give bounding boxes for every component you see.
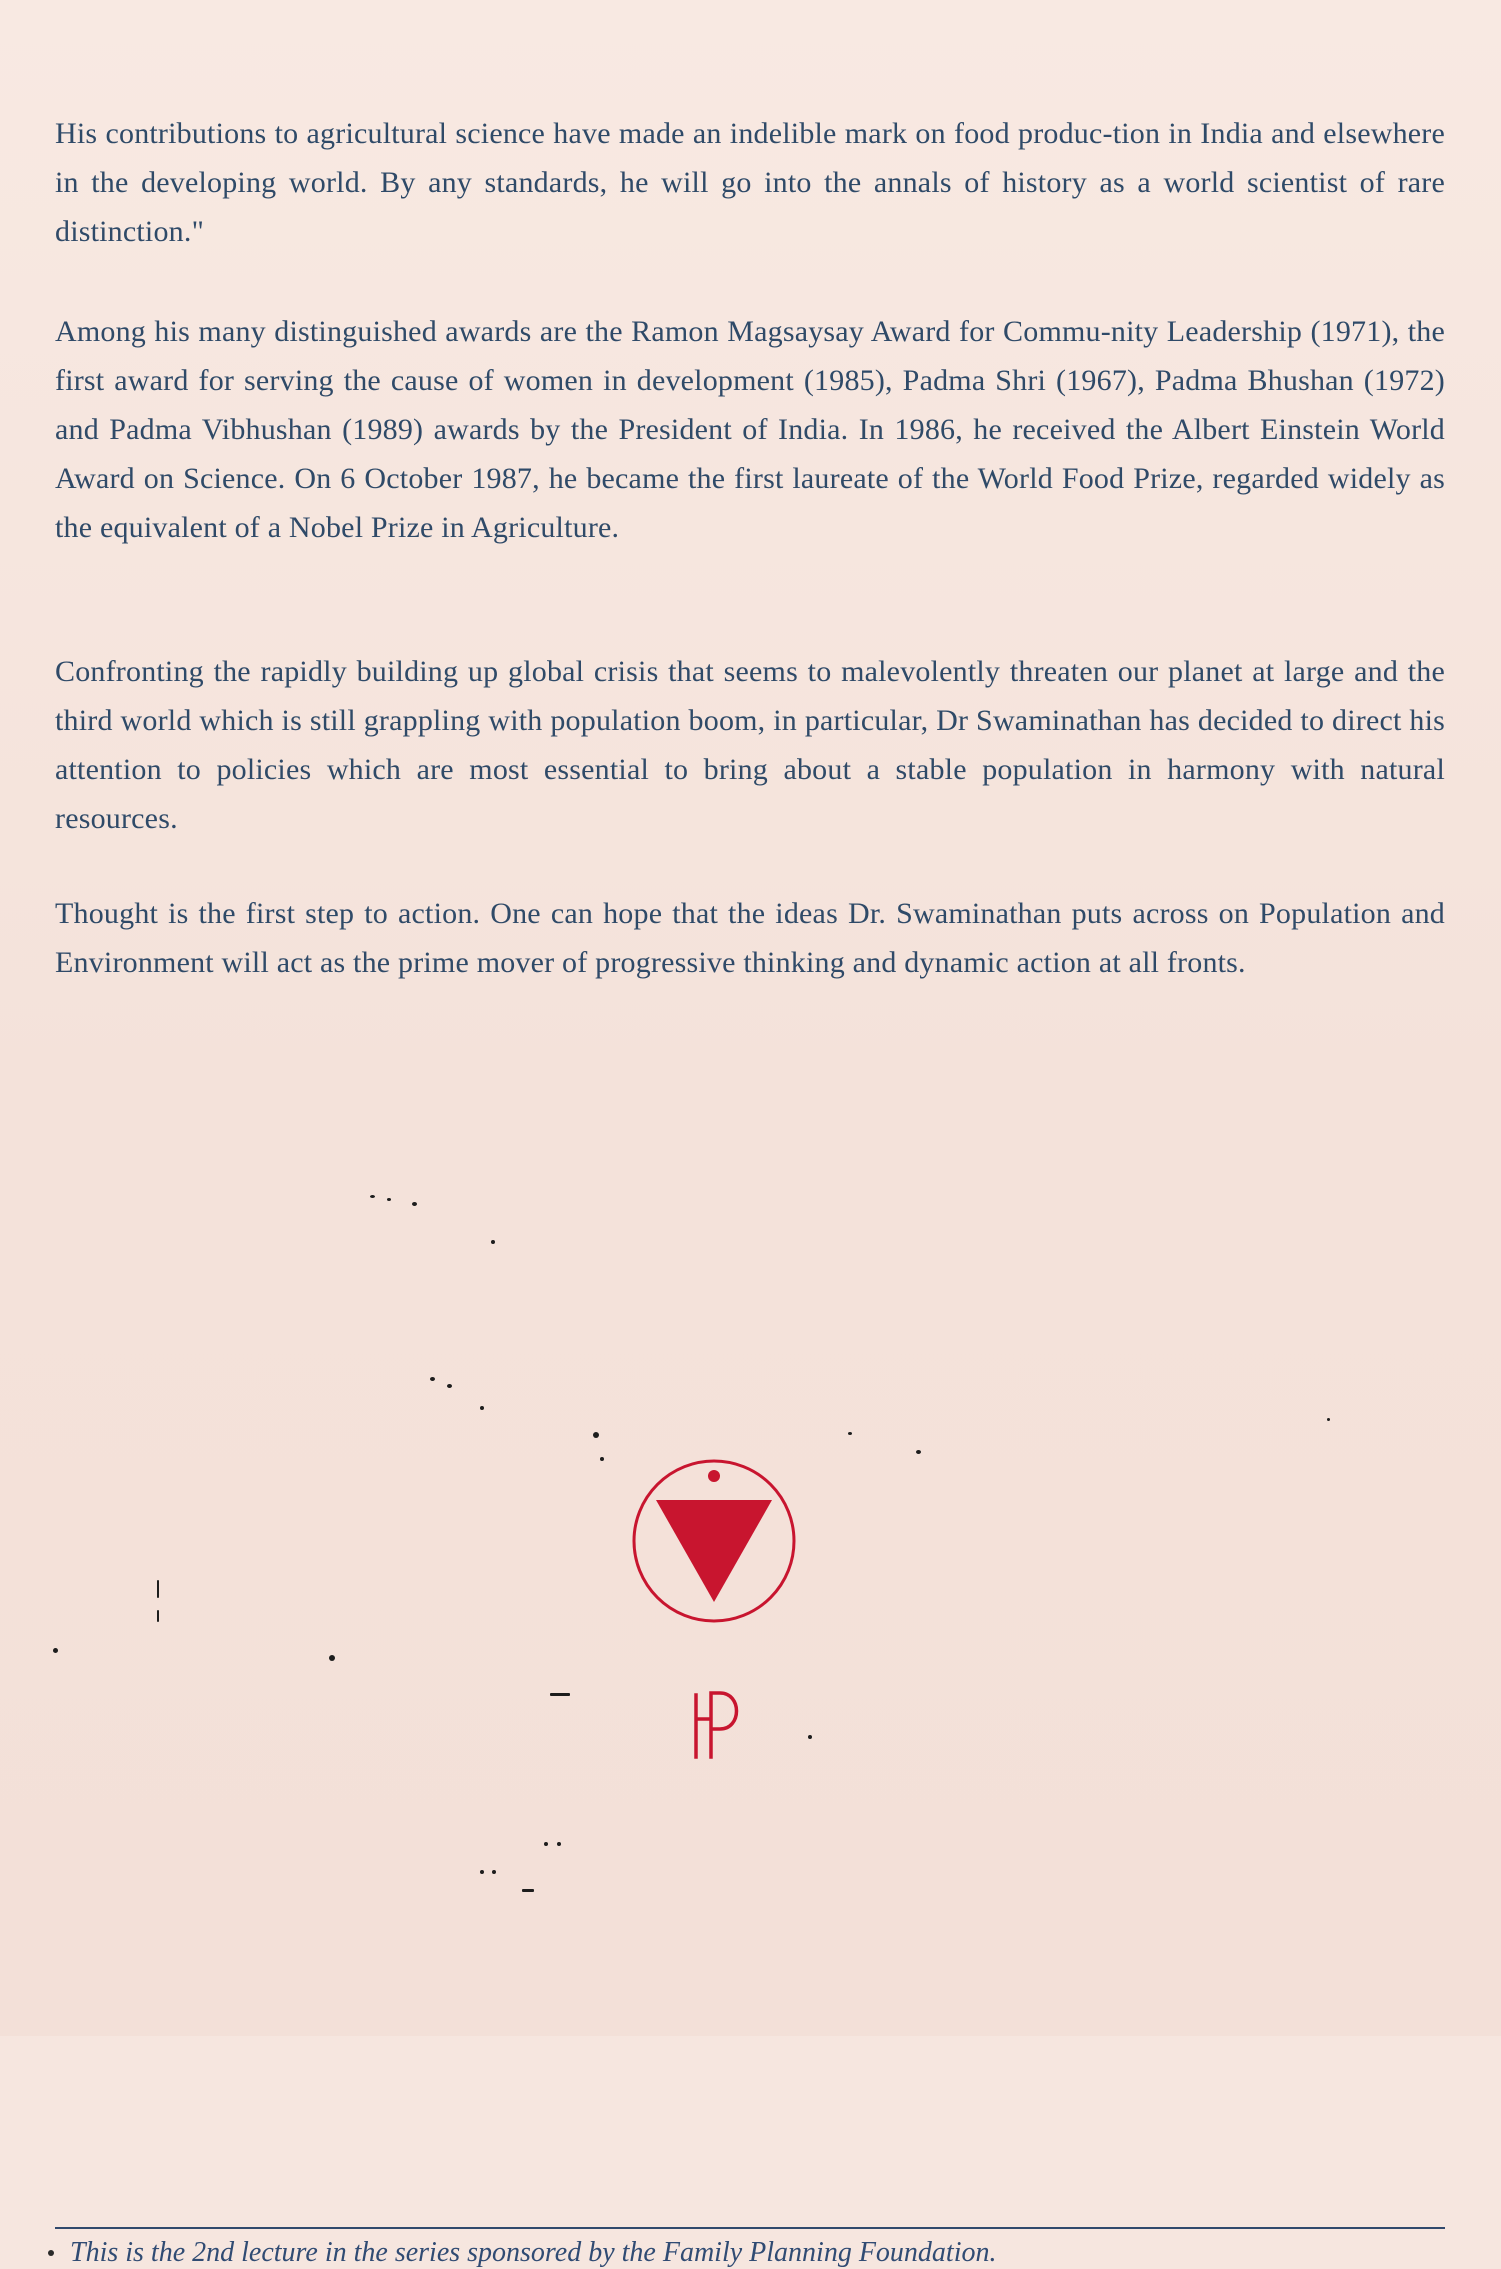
- scan-speck: [329, 1655, 335, 1661]
- scan-speck: [550, 1693, 570, 1696]
- paragraph-global-crisis: [55, 647, 1445, 843]
- scan-speck: [522, 1889, 534, 1892]
- scan-speck: [557, 1842, 561, 1846]
- paragraph-thought: [55, 889, 1445, 987]
- paragraph-contributions: [55, 109, 1445, 256]
- fp-mark: [690, 1683, 750, 1761]
- scan-speck: [491, 1240, 495, 1244]
- footer-note: This is the 2nd lecture in the series sponsored by the Family Planning Foundation.: [70, 2237, 997, 2268]
- scan-speck: [412, 1202, 417, 1206]
- scan-speck: [808, 1735, 812, 1739]
- paragraph-text: Confronting the rapidly building up global crisis that seems to malevolently threaten our planet at large and the third world which is still grappling with population boom, in particular, Dr Swaminathan has decided to direct his attention to policies which are most essential to bring about a stable population in harmony with natural resources.: [55, 655, 1445, 835]
- paragraph-text: His contributions to agricultural science have made an indelible mark on food produc-tion in India and elsewhere in the developing world. By any standards, he will go into the annals of history as a world scientist of rare distinction.": [55, 117, 1445, 248]
- paragraph-text: Thought is the first step to action. One can hope that the ideas Dr. Swaminathan puts across on Population and Environment will act as the prime mover of progressive thinking and dynamic action at all fronts.: [55, 897, 1445, 979]
- scan-speck: [53, 1648, 58, 1653]
- scan-speck: [387, 1198, 391, 1201]
- scan-speck: [848, 1432, 852, 1435]
- logo-triangle: [656, 1500, 772, 1602]
- paragraph-awards: [55, 307, 1445, 552]
- scan-speck: [544, 1842, 548, 1846]
- scan-speck: [430, 1377, 435, 1381]
- scan-speck: [370, 1195, 375, 1198]
- scan-speck: [916, 1450, 921, 1454]
- footer-bullet: [48, 2250, 54, 2256]
- paragraph-text: Among his many distinguished awards are the Ramon Magsaysay Award for Commu-nity Leadership (1971), the first award for serving the cause of women in development (1985), Padma Shri (1967), Padma Bhushan (1972) and Padma Vibhushan (1989) awards by the President of India. In 1986, he received the Albert Einstein World Award on Science. On 6 October 1987, he became the first laureate of the World Food Prize, regarded widely as the equivalent of a Nobel Prize in Agriculture.: [55, 315, 1445, 544]
- scan-speck: [480, 1406, 484, 1410]
- footer-rule: [55, 2227, 1445, 2229]
- scan-speck: [157, 1610, 159, 1622]
- logo-dot: [708, 1470, 720, 1482]
- scan-speck: [157, 1580, 159, 1598]
- scan-speck: [447, 1384, 452, 1388]
- scan-speck: [593, 1432, 599, 1438]
- scan-speck: [1327, 1418, 1330, 1421]
- scan-speck: [492, 1870, 496, 1874]
- scan-speck: [600, 1457, 604, 1461]
- scan-speck: [480, 1870, 484, 1874]
- fpf-logo: [628, 1455, 800, 1627]
